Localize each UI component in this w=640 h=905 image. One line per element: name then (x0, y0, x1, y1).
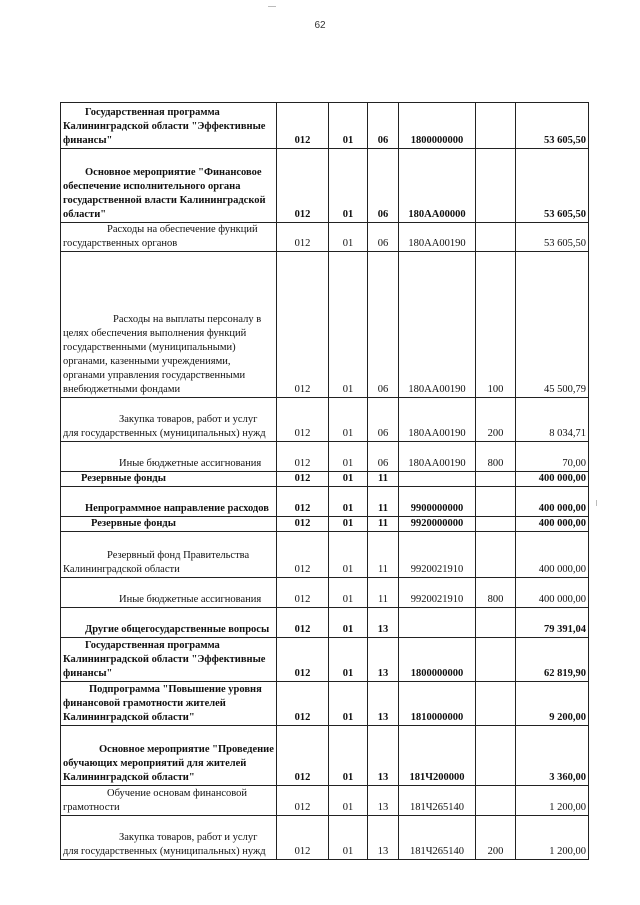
row-name: Иные бюджетные ассигнования (61, 578, 277, 608)
table-row (61, 816, 589, 860)
table-row (61, 578, 589, 608)
row-ved-code: 012 (277, 442, 329, 472)
row-amount: 79 391,04 (516, 608, 589, 638)
row-subsection-code: 11 (368, 578, 399, 608)
row-ved-code: 012 (277, 223, 329, 252)
row-section-code: 01 (329, 252, 368, 398)
row-section-code: 01 (329, 398, 368, 442)
row-ved-code: 012 (277, 638, 329, 682)
row-name: Другие общегосударственные вопросы (61, 608, 277, 638)
row-section-code: 01 (329, 578, 368, 608)
row-subsection-code: 11 (368, 487, 399, 517)
row-section-code: 01 (329, 487, 368, 517)
table-row (61, 682, 589, 726)
row-target-article: 181Ч265140 (399, 816, 476, 860)
table-row (61, 532, 589, 578)
row-section-code: 01 (329, 149, 368, 223)
row-section-code: 01 (329, 608, 368, 638)
row-name: Основное мероприятие "Финансовое обеспечение исполнительного органа государственной власти Калининградской области" (61, 149, 277, 223)
row-subsection-code: 11 (368, 472, 399, 487)
row-name: Расходы на обеспечение функций государственных органов (61, 223, 277, 252)
row-section-code: 01 (329, 726, 368, 786)
row-amount: 53 605,50 (516, 223, 589, 252)
table-row (61, 608, 589, 638)
row-subsection-code: 06 (368, 223, 399, 252)
table-row (61, 223, 589, 252)
row-ved-code: 012 (277, 472, 329, 487)
row-subsection-code: 06 (368, 252, 399, 398)
row-expense-type (476, 103, 516, 149)
table-row (61, 638, 589, 682)
row-name: Резервные фонды (61, 472, 277, 487)
row-target-article (399, 472, 476, 487)
row-subsection-code: 13 (368, 726, 399, 786)
row-amount: 400 000,00 (516, 472, 589, 487)
row-expense-type: 800 (476, 442, 516, 472)
row-name: Обучение основам финансовой грамотности (61, 786, 277, 816)
row-target-article: 1800000000 (399, 638, 476, 682)
row-target-article: 1800000000 (399, 103, 476, 149)
row-ved-code: 012 (277, 398, 329, 442)
row-expense-type: 100 (476, 252, 516, 398)
row-target-article: 9900000000 (399, 487, 476, 517)
row-subsection-code: 06 (368, 442, 399, 472)
row-section-code: 01 (329, 786, 368, 816)
row-section-code: 01 (329, 638, 368, 682)
table-row (61, 517, 589, 532)
row-section-code: 01 (329, 517, 368, 532)
row-subsection-code: 13 (368, 786, 399, 816)
row-name: Непрограммное направление расходов (61, 487, 277, 517)
row-expense-type (476, 682, 516, 726)
row-amount: 53 605,50 (516, 103, 589, 149)
row-target-article: 180АА00190 (399, 398, 476, 442)
row-name: Иные бюджетные ассигнования (61, 442, 277, 472)
row-target-article: 1810000000 (399, 682, 476, 726)
row-amount: 1 200,00 (516, 786, 589, 816)
row-ved-code: 012 (277, 578, 329, 608)
row-section-code: 01 (329, 816, 368, 860)
row-ved-code: 012 (277, 517, 329, 532)
row-expense-type (476, 487, 516, 517)
row-amount: 53 605,50 (516, 149, 589, 223)
row-ved-code: 012 (277, 726, 329, 786)
scan-mark (596, 500, 597, 506)
row-ved-code: 012 (277, 816, 329, 860)
row-target-article (399, 608, 476, 638)
row-amount: 3 360,00 (516, 726, 589, 786)
row-amount: 70,00 (516, 442, 589, 472)
row-subsection-code: 11 (368, 532, 399, 578)
row-target-article: 180АА00190 (399, 442, 476, 472)
row-subsection-code: 06 (368, 149, 399, 223)
budget-table (60, 102, 589, 860)
row-name: Закупка товаров, работ и услуг для государственных (муниципальных) нужд (61, 816, 277, 860)
row-amount: 400 000,00 (516, 532, 589, 578)
row-amount: 1 200,00 (516, 816, 589, 860)
table-row (61, 726, 589, 786)
row-name: Государственная программа Калининградской области "Эффективные финансы" (61, 103, 277, 149)
row-section-code: 01 (329, 223, 368, 252)
row-expense-type: 800 (476, 578, 516, 608)
table-row (61, 442, 589, 472)
table-row (61, 472, 589, 487)
row-expense-type (476, 472, 516, 487)
row-subsection-code: 11 (368, 517, 399, 532)
row-target-article: 181Ч265140 (399, 786, 476, 816)
table-row (61, 786, 589, 816)
row-expense-type: 200 (476, 816, 516, 860)
row-section-code: 01 (329, 442, 368, 472)
scan-mark (268, 6, 276, 7)
row-ved-code: 012 (277, 682, 329, 726)
row-section-code: 01 (329, 103, 368, 149)
row-target-article: 9920021910 (399, 532, 476, 578)
table-row (61, 398, 589, 442)
row-target-article: 180АА00000 (399, 149, 476, 223)
row-name: Резервный фонд Правительства Калининградской области (61, 532, 277, 578)
row-name: Закупка товаров, работ и услуг для государственных (муниципальных) нужд (61, 398, 277, 442)
row-ved-code: 012 (277, 608, 329, 638)
row-expense-type (476, 726, 516, 786)
row-name: Основное мероприятие "Проведение обучающих мероприятий для жителей Калининградской области" (61, 726, 277, 786)
page-number: 62 (314, 20, 326, 31)
row-ved-code: 012 (277, 786, 329, 816)
row-name: Подпрограмма "Повышение уровня финансовой грамотности жителей Калининградской области" (61, 682, 277, 726)
row-ved-code: 012 (277, 252, 329, 398)
table-row (61, 487, 589, 517)
row-name: Расходы на выплаты персоналу в целях обеспечения выполнения функций государственными (муниципальными) органами, казенными учреждениями, органами управления государственными внебюджетными фондами (61, 252, 277, 398)
row-ved-code: 012 (277, 149, 329, 223)
row-target-article: 180АА00190 (399, 223, 476, 252)
row-expense-type (476, 608, 516, 638)
row-expense-type (476, 532, 516, 578)
row-subsection-code: 13 (368, 638, 399, 682)
row-expense-type: 200 (476, 398, 516, 442)
row-expense-type (476, 149, 516, 223)
row-subsection-code: 13 (368, 682, 399, 726)
row-section-code: 01 (329, 682, 368, 726)
row-subsection-code: 13 (368, 608, 399, 638)
row-expense-type (476, 786, 516, 816)
row-amount: 9 200,00 (516, 682, 589, 726)
row-target-article: 9920021910 (399, 578, 476, 608)
row-expense-type (476, 517, 516, 532)
row-target-article: 180АА00190 (399, 252, 476, 398)
row-ved-code: 012 (277, 487, 329, 517)
row-ved-code: 012 (277, 103, 329, 149)
row-amount: 45 500,79 (516, 252, 589, 398)
row-target-article: 9920000000 (399, 517, 476, 532)
row-subsection-code: 06 (368, 103, 399, 149)
table-row (61, 149, 589, 223)
row-expense-type (476, 638, 516, 682)
row-target-article: 181Ч200000 (399, 726, 476, 786)
row-section-code: 01 (329, 532, 368, 578)
row-amount: 62 819,90 (516, 638, 589, 682)
row-name: Резервные фонды (61, 517, 277, 532)
row-expense-type (476, 223, 516, 252)
row-section-code: 01 (329, 472, 368, 487)
row-amount: 400 000,00 (516, 487, 589, 517)
row-amount: 400 000,00 (516, 517, 589, 532)
row-name: Государственная программа Калининградской области "Эффективные финансы" (61, 638, 277, 682)
row-subsection-code: 06 (368, 398, 399, 442)
table-row (61, 103, 589, 149)
row-amount: 8 034,71 (516, 398, 589, 442)
row-amount: 400 000,00 (516, 578, 589, 608)
row-ved-code: 012 (277, 532, 329, 578)
table-row (61, 252, 589, 398)
row-subsection-code: 13 (368, 816, 399, 860)
